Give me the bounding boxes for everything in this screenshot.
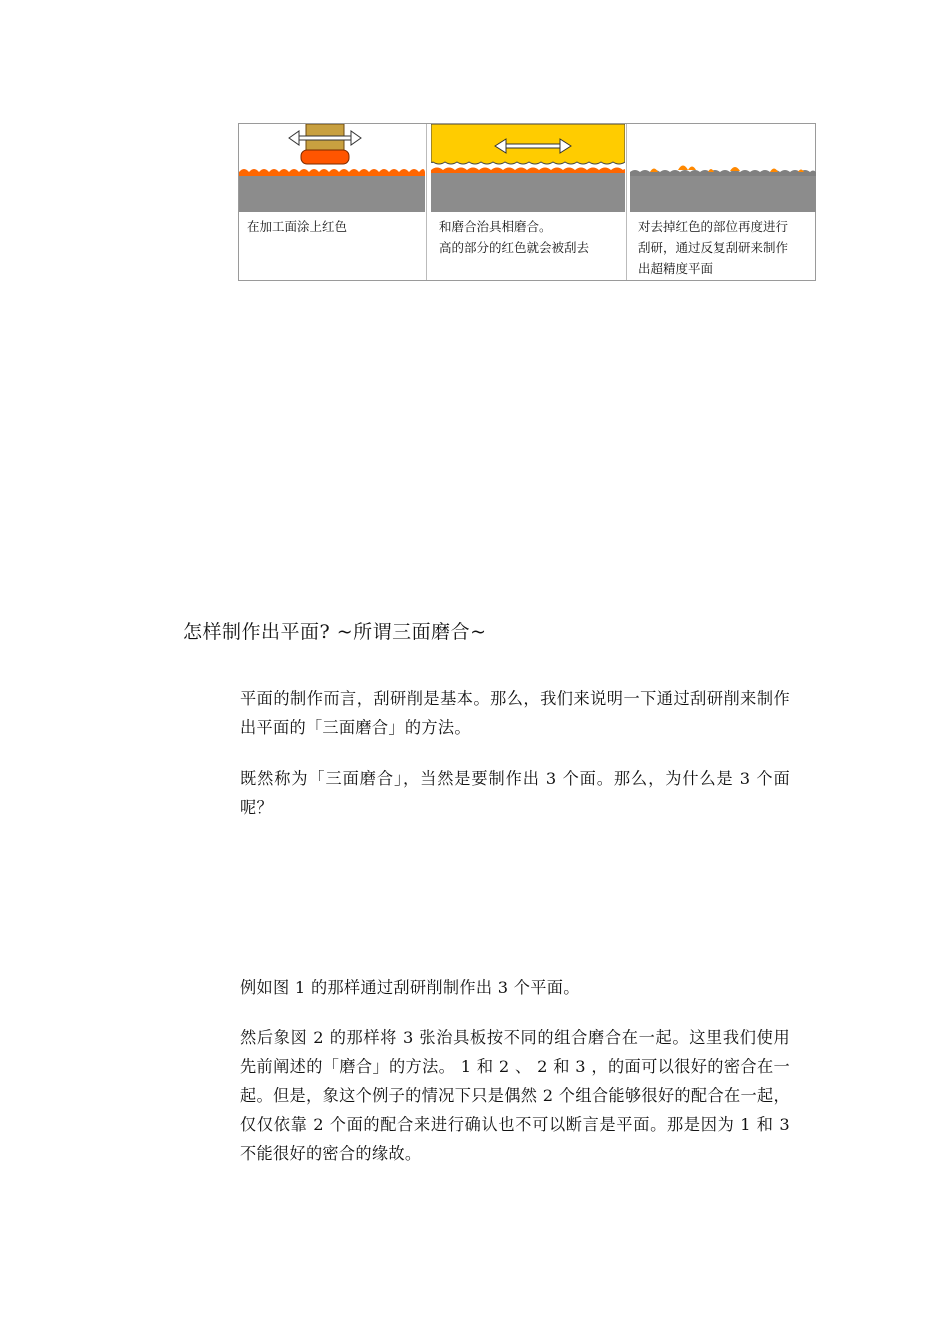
section-heading: 怎样制作出平面? ~所谓三面磨合~ (183, 621, 487, 643)
scraping-process-figure (238, 123, 816, 281)
apply-red-paint-illustration (239, 124, 425, 214)
panel-1-caption: 在加工面涂上红色 (247, 219, 348, 234)
red-paint-pad (301, 150, 349, 164)
figure-panel-1 (239, 124, 425, 280)
red-paint-layer (431, 168, 625, 174)
paragraph-1: 平面的制作而言，刮研削是基本。那么，我们来说明一下通过刮研削来制作出平面的「三面磨合」的方法。 (240, 689, 790, 737)
lapping-jig-illustration (431, 124, 625, 214)
panel-3-caption: 对去掉红色的部位再度进行 刮研，通过反复刮研来制作 出超精度平面 (638, 219, 789, 276)
panel-divider (426, 124, 431, 280)
re-scraping-illustration (630, 124, 816, 214)
paragraph-4: 然后象図 2 的那样将 3 张治具板按不同的组合磨合在一起。这里我们使用先前阐述的「磨合」的方法。 1 和 2 、 2 和 3 ，的面可以很好的密合在一起。但是，象这个例子的情况下只是偶然 2 个组合能够很好的配合在一起，仅仅依靠 2 个面的配合来进行确认也不可以断言是平面。那是因为 1 和 3 不能很好的密合的缘故。 (240, 1028, 790, 1163)
panel-2-caption: 和磨合治具相磨合。 高的部分的红色就会被刮去 (439, 219, 590, 255)
workpiece-surface (239, 172, 425, 212)
panel-divider (626, 124, 630, 280)
red-paint-layer (239, 169, 425, 176)
figure-panel-3 (630, 124, 816, 280)
figure-panel-2 (431, 124, 625, 280)
paragraph-3: 例如图 1 的那样通过刮研削制作出 3 个平面。 (240, 978, 580, 997)
workpiece-surface (431, 170, 625, 212)
paragraph-2: 既然称为「三面磨合」，当然是要制作出 3 个面。那么，为什么是 3 个面呢？ (240, 769, 790, 817)
scraped-surface-edge (630, 170, 816, 176)
workpiece-surface (630, 172, 816, 212)
